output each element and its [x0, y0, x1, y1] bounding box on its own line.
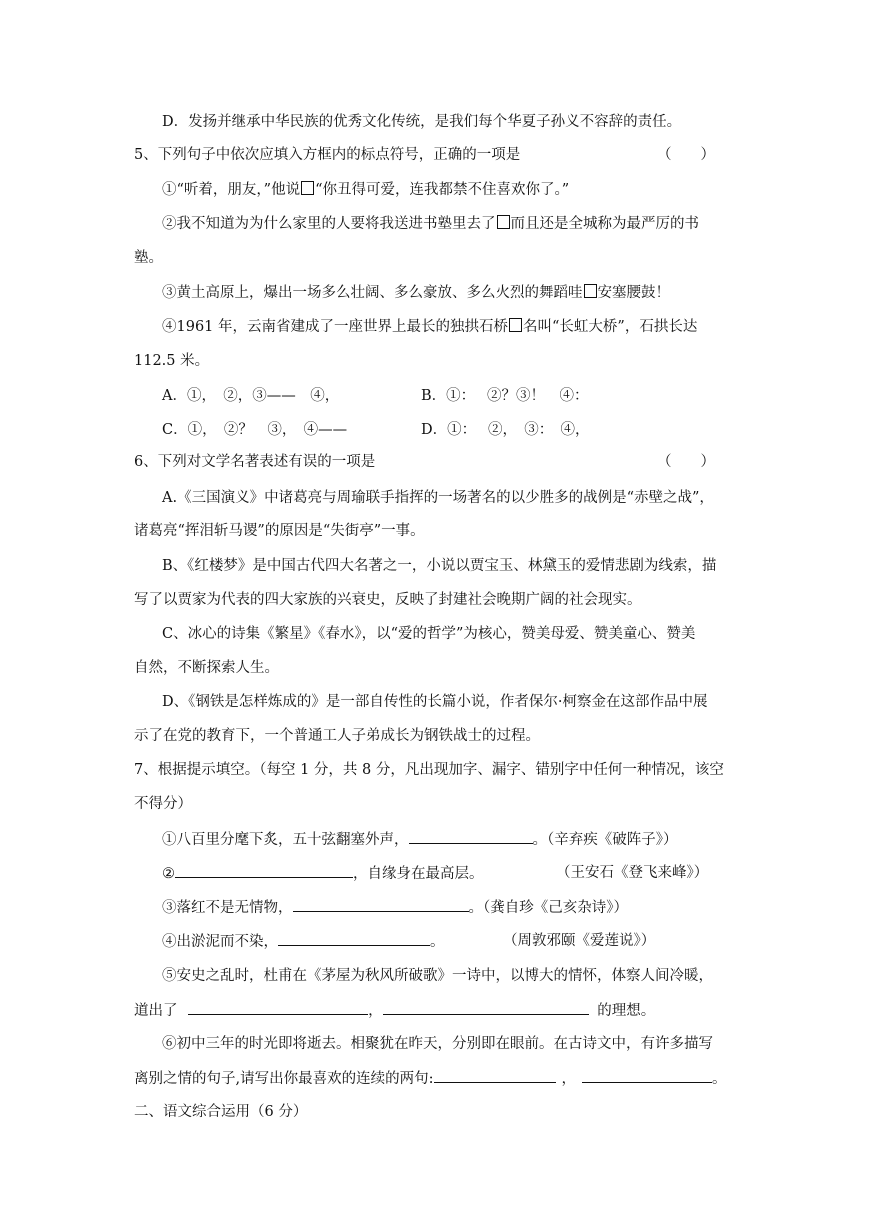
- punctuation-box: [301, 181, 314, 195]
- q7-item-4: [162, 931, 445, 952]
- answer-blank[interactable]: [293, 897, 469, 912]
- answer-blank[interactable]: [409, 829, 533, 844]
- q5-s4-part1: ④1961 年，云南省建成了一座世界上最长的独拱石桥: [162, 319, 509, 335]
- q7-5-comma: ，: [368, 1003, 383, 1019]
- q4-option-d: D．发扬并继承中华民族的优秀文化传统，是我们每个华夏子孙义不容辞的责任。: [162, 114, 682, 130]
- q5-sentence-3: [162, 283, 670, 303]
- q7-3-source: 。（龚自珍《己亥杂诗》）: [468, 900, 628, 916]
- q5-s4-part2: 名叫“长虹大桥”，石拱长达: [523, 319, 698, 335]
- q5-option-d: D．①： ②， ③： ④，: [421, 422, 590, 438]
- q7-stem-line1: 7、根据提示填空。（每空 1 分，共 8 分，凡出现加字、漏字、错别字中任何一种情况，该空: [134, 762, 724, 778]
- q5-option-c: C．①， ②？ ③， ④——: [162, 422, 348, 438]
- q5-option-b: B．①： ②？③！ ④：: [421, 388, 589, 404]
- section-2-heading: 二、语文综合运用（6 分）: [134, 1104, 308, 1120]
- q7-item-3: [162, 897, 628, 918]
- q7-1-source: 。（辛弃疾《破阵子》）: [532, 832, 678, 848]
- q6-option-a-line2: 诸葛亮“挥泪斩马谡”的原因是“失街亭”一事。: [134, 523, 425, 539]
- q7-item-5-line1: ⑤安史之乱时，杜甫在《茅屋为秋风所破歌》一诗中，以博大的情怀，体察人间冷暖，: [162, 968, 713, 984]
- answer-blank[interactable]: [383, 1000, 589, 1015]
- q6-option-b-line1: B、《红楼梦》是中国古代四大名著之一，小说以贾宝玉、林黛玉的爱情悲剧为线索，描: [162, 558, 717, 574]
- q7-item-2: [162, 863, 484, 884]
- q5-sentence-2: [162, 214, 699, 234]
- q5-s2-part2: 而且还是全城称为最严厉的书: [510, 216, 699, 232]
- q6-option-c-line2: 自然，不断探索人生。: [134, 660, 279, 676]
- q6-option-b-line2: 写了以贾家为代表的四大家族的兴衰史，反映了封建社会晚期广阔的社会现实。: [134, 592, 642, 608]
- q7-stem-line2: 不得分）: [134, 796, 192, 812]
- q7-3-prompt: ③落红不是无情物，: [162, 900, 293, 916]
- q7-item-6-line1: ⑥初中三年的时光即将逝去。相聚犹在昨天，分别即在眼前。在古诗文中，有许多描写: [162, 1036, 713, 1052]
- q7-2-text: ，自缘身在最高层。: [353, 866, 484, 882]
- q5-s3-part1: ③黄土高原上，爆出一场多么壮阔、多么豪放、多么火烈的舞蹈哇: [162, 285, 583, 301]
- q5-sentence-4: [162, 317, 697, 337]
- q5-s1-part1: ①“听着，朋友，”他说: [162, 182, 301, 198]
- q7-4-prompt: ④出淤泥而不染，: [162, 934, 278, 950]
- q5-stem: 5、下列句子中依次应填入方框内的标点符号，正确的一项是: [134, 147, 521, 163]
- q7-1-prompt: ①八百里分麾下炙，五十弦翻塞外声，: [162, 832, 409, 848]
- q6-option-d-line1: D、《钢铁是怎样炼成的》是一部自传性的长篇小说，作者保尔·柯察金在这部作品中展: [162, 694, 708, 710]
- q7-item-1: [162, 829, 678, 850]
- q7-6-lead: 离别之情的句子,请写出你最喜欢的连续的两句:: [134, 1071, 434, 1087]
- q5-option-a: A．①， ②，③—— ④，: [162, 388, 340, 404]
- q7-5-lead: 道出了: [134, 1003, 178, 1019]
- q5-sentence-4-cont: 112.5 米。: [134, 353, 210, 369]
- answer-blank[interactable]: [434, 1068, 556, 1083]
- q5-answer-paren: （ ）: [657, 147, 715, 163]
- q5-sentence-2-cont: 塾。: [134, 250, 163, 266]
- q7-2-source: （王安石《登飞来峰》）: [556, 865, 709, 881]
- q7-6-end: 。: [712, 1071, 727, 1087]
- answer-blank[interactable]: [188, 1000, 368, 1015]
- q5-s2-part1: ②我不知道为为什么家里的人要将我送进书塾里去了: [162, 216, 496, 232]
- q7-item-6-line2: [134, 1068, 727, 1089]
- q6-stem: 6、下列对文学名著表述有误的一项是: [134, 454, 376, 470]
- q6-option-a-line1: A.《三国演义》中诸葛亮与周瑜联手指挥的一场著名的以少胜多的战例是“赤壁之战”，: [162, 490, 714, 506]
- q7-item-5-line2: [134, 1000, 655, 1021]
- q6-option-c-line1: C、冰心的诗集《繁星》《春水》，以“爱的哲学”为核心，赞美母爱、赞美童心、赞美: [162, 626, 696, 642]
- q7-4-source: （周敦邪颐《爱莲说》）: [503, 933, 656, 949]
- q7-5-tail: 的理想。: [597, 1003, 656, 1019]
- answer-blank[interactable]: [582, 1068, 712, 1083]
- q7-4-end: 。: [430, 934, 445, 950]
- answer-blank[interactable]: [175, 863, 353, 878]
- q6-answer-paren: （ ）: [657, 454, 715, 470]
- q5-s3-part2: 安塞腰鼓！: [597, 285, 670, 301]
- punctuation-box: [497, 215, 510, 229]
- punctuation-box: [584, 284, 597, 298]
- punctuation-box: [509, 318, 522, 332]
- q5-sentence-1: [162, 180, 569, 200]
- q7-6-comma: ，: [561, 1071, 576, 1087]
- q5-s1-part2: “你丑得可爱，连我都禁不住喜欢你了。”: [315, 182, 570, 198]
- q7-2-marker: ②: [162, 866, 175, 882]
- answer-blank[interactable]: [278, 931, 430, 946]
- q6-option-d-line2: 示了在党的教育下，一个普通工人子弟成长为钢铁战士的过程。: [134, 728, 540, 744]
